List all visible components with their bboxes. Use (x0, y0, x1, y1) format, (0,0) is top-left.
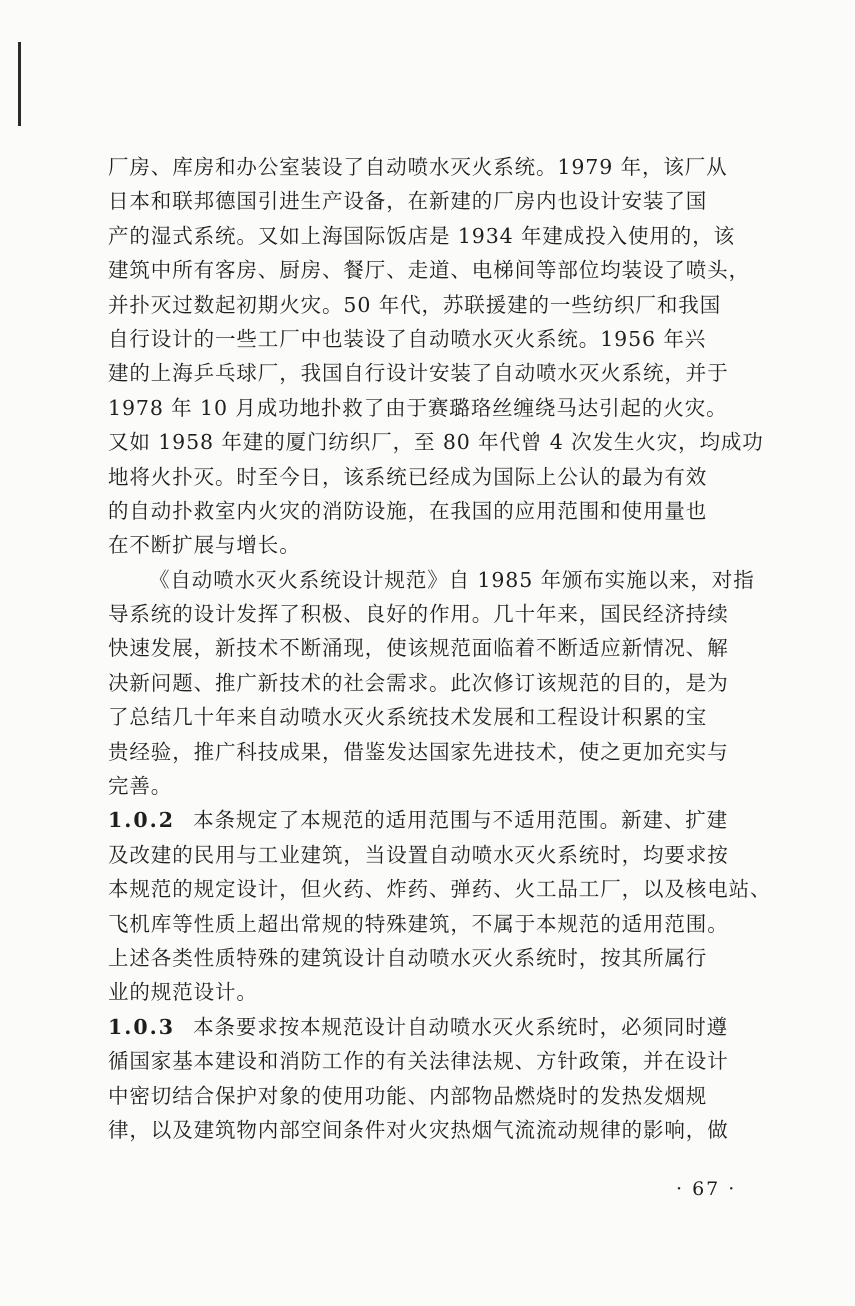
page-text (108, 150, 772, 1147)
text-line: 地将火扑灭。时至今日，该系统已经成为国际上公认的最为有效 (108, 464, 708, 489)
text-line: 的自动扑救室内火灾的消防设施，在我国的应用范围和使用量也 (108, 498, 708, 523)
text-line: 了总结几十年来自动喷水灭火系统技术发展和工程设计积累的宝 (108, 705, 708, 730)
text-line: 决新问题、推广新技术的社会需求。此次修订该规范的目的，是为 (108, 670, 729, 695)
clause-first-line (108, 1010, 763, 1044)
binding-edge-mark (18, 42, 21, 126)
text-line: 导系统的设计发挥了积极、良好的作用。几十年来，国民经济持续 (108, 602, 729, 627)
text-line: 在不断扩展与增长。 (108, 533, 301, 558)
clause-1-0-2 (108, 803, 772, 1009)
text-line: 建的上海乒乓球厂，我国自行设计安装了自动喷水灭火系统，并于 (108, 361, 729, 386)
text-line: 建筑中所有客房、厨房、餐厅、走道、电梯间等部位均装设了喷头， (108, 258, 750, 283)
text-line: 并扑灭过数起初期火灾。50 年代，苏联援建的一些纺织厂和我国 (108, 292, 722, 317)
text-line: 业的规范设计。 (108, 980, 258, 1005)
text-line: 《自动喷水灭火系统设计规范》自 1985 年颁布实施以来，对指 (149, 567, 755, 592)
clause-1-0-3 (108, 1010, 763, 1148)
paragraph-2 (108, 563, 763, 804)
page-number: · 67 · (676, 1178, 737, 1200)
text-line: 完善。 (108, 774, 173, 799)
text-line: 中密切结合保护对象的使用功能、内部物品燃烧时的发热发烟规 (108, 1083, 708, 1108)
clause-number: 1.0.3 (108, 1014, 176, 1039)
text-line: 律，以及建筑物内部空间条件对火灾热烟气流流动规律的影响，做 (108, 1117, 729, 1142)
text-line: 日本和联邦德国引进生产设备，在新建的厂房内也设计安装了国 (108, 189, 708, 214)
text-line: 自行设计的一些工厂中也装设了自动喷水灭火系统。1956 年兴 (108, 326, 707, 351)
text-line: 快速发展，新技术不断涌现，使该规范面临着不断适应新情况、解 (108, 636, 729, 661)
text-line: 厂房、库房和办公室装设了自动喷水灭火系统。1979 年，该厂从 (108, 155, 728, 179)
text-line: 1978 年 10 月成功地扑救了由于赛璐珞丝缠绕马达引起的火灾。 (108, 395, 728, 420)
clause-first-line (108, 803, 763, 837)
text-line: 上述各类性质特殊的建筑设计自动喷水灭火系统时，按其所属行 (108, 945, 708, 970)
text-line: 又如 1958 年建的厦门纺织厂，至 80 年代曾 4 次发生火灾，均成功 (108, 430, 764, 455)
clause-text: 本条规定了本规范的适用范围与不适用范围。新建、扩建 (193, 808, 729, 833)
paragraph-1 (108, 150, 763, 563)
text-line: 本规范的规定设计，但火药、炸药、弹药、火工品工厂，以及核电站、 (108, 877, 772, 902)
text-line: 及改建的民用与工业建筑，当设置自动喷水灭火系统时，均要求按 (108, 842, 729, 867)
clause-number: 1.0.2 (108, 808, 176, 833)
text-line: 贵经验，推广科技成果，借鉴发达国家先进技术，使之更加充实与 (108, 739, 729, 764)
clause-text: 本条要求按本规范设计自动喷水灭火系统时，必须同时遵 (193, 1014, 729, 1039)
text-line: 循国家基本建设和消防工作的有关法律法规、方针政策，并在设计 (108, 1049, 729, 1074)
text-line: 飞机库等性质上超出常规的特殊建筑，不属于本规范的适用范围。 (108, 911, 729, 936)
text-line: 产的湿式系统。又如上海国际饭店是 1934 年建成投入使用的，该 (108, 223, 736, 248)
